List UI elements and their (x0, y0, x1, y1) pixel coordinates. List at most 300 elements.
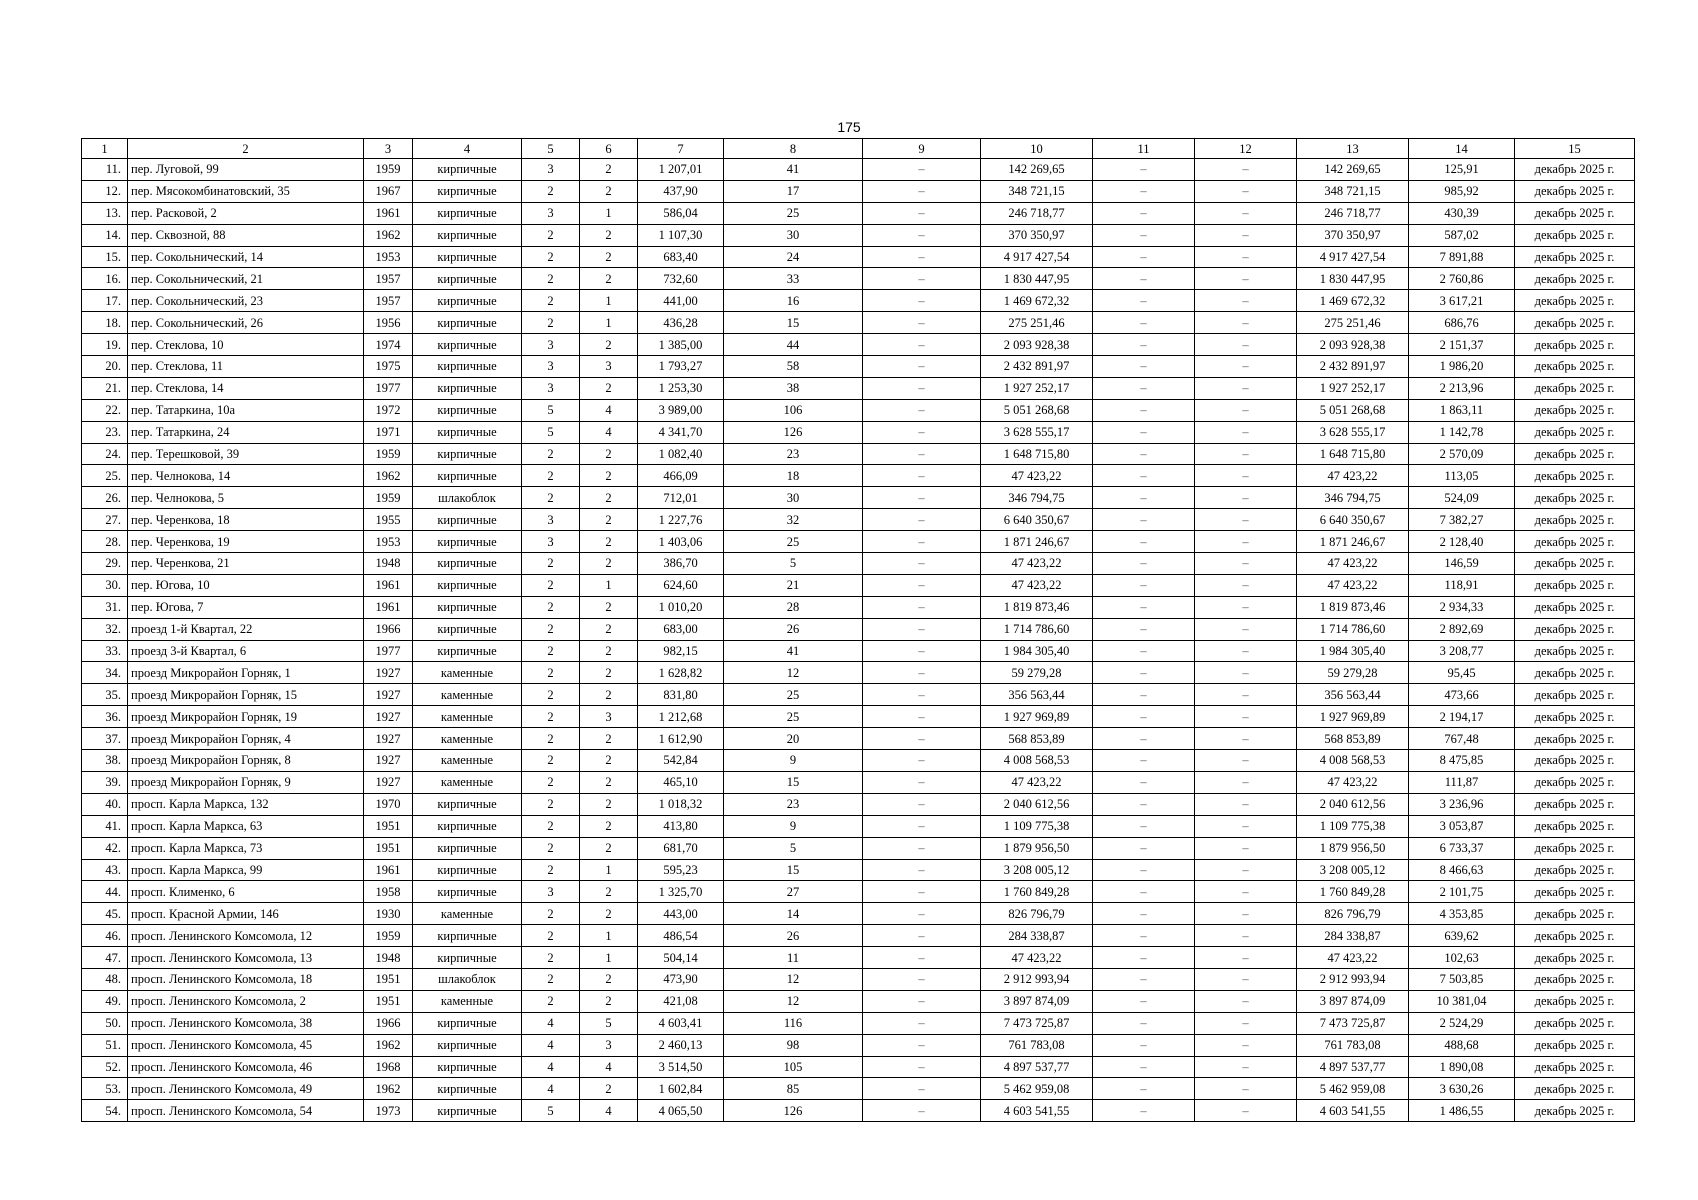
cell-address: пер. Татаркина, 10а (128, 399, 364, 421)
cell-area: 1 227,76 (638, 509, 724, 531)
cell-year-built: 1967 (364, 180, 413, 202)
cell-wall-material: кирпичные (413, 793, 522, 815)
column-header-12: 12 (1195, 139, 1297, 159)
column-header-13: 13 (1297, 139, 1409, 159)
cell-floors: 3 (522, 202, 580, 224)
cell-year-built: 1927 (364, 750, 413, 772)
cell-cost-per-sqm: 10 381,04 (1409, 990, 1515, 1012)
cell-floors: 2 (522, 246, 580, 268)
cell-address: проезд Микрорайон Горняк, 9 (128, 771, 364, 793)
cell-cost-total: 59 279,28 (981, 662, 1093, 684)
cell-cost-per-sqm: 3 053,87 (1409, 815, 1515, 837)
cell-cost-total: 826 796,79 (981, 903, 1093, 925)
cell-col-12: – (1195, 356, 1297, 378)
cell-wall-material: каменные (413, 684, 522, 706)
cell-residents: 16 (724, 290, 863, 312)
cell-wall-material: кирпичные (413, 268, 522, 290)
cell-wall-material: кирпичные (413, 947, 522, 969)
cell-cost-13: 1 648 715,80 (1297, 443, 1409, 465)
table-row (82, 268, 1635, 290)
table-row (82, 1100, 1635, 1122)
cell-cost-13: 370 350,97 (1297, 224, 1409, 246)
column-header-14: 14 (1409, 139, 1515, 159)
cell-row-number: 41. (82, 815, 128, 837)
cell-floors: 2 (522, 947, 580, 969)
cell-deadline: декабрь 2025 г. (1515, 750, 1635, 772)
column-header-6: 6 (580, 139, 638, 159)
cell-residents: 12 (724, 990, 863, 1012)
cell-floors: 2 (522, 618, 580, 640)
table-row (82, 968, 1635, 990)
cell-deadline: декабрь 2025 г. (1515, 421, 1635, 443)
cell-deadline: декабрь 2025 г. (1515, 180, 1635, 202)
cell-col-9: – (863, 618, 981, 640)
cell-cost-13: 47 423,22 (1297, 771, 1409, 793)
cell-cost-per-sqm: 488,68 (1409, 1034, 1515, 1056)
cell-residents: 21 (724, 574, 863, 596)
cell-year-built: 1961 (364, 859, 413, 881)
cell-col-11: – (1093, 487, 1195, 509)
cell-entrances: 1 (580, 290, 638, 312)
cell-residents: 9 (724, 815, 863, 837)
cell-cost-total: 246 718,77 (981, 202, 1093, 224)
cell-row-number: 33. (82, 640, 128, 662)
cell-entrances: 2 (580, 180, 638, 202)
cell-entrances: 2 (580, 596, 638, 618)
cell-col-9: – (863, 1056, 981, 1078)
table-row (82, 662, 1635, 684)
cell-floors: 4 (522, 1056, 580, 1078)
cell-year-built: 1948 (364, 553, 413, 575)
cell-entrances: 1 (580, 574, 638, 596)
cell-residents: 9 (724, 750, 863, 772)
cell-cost-per-sqm: 430,39 (1409, 202, 1515, 224)
cell-cost-total: 370 350,97 (981, 224, 1093, 246)
cell-floors: 2 (522, 290, 580, 312)
table-row (82, 815, 1635, 837)
cell-wall-material: кирпичные (413, 443, 522, 465)
column-header-2: 2 (128, 139, 364, 159)
table-row (82, 1012, 1635, 1034)
cell-year-built: 1961 (364, 596, 413, 618)
cell-entrances: 4 (580, 399, 638, 421)
housing-table (81, 138, 1635, 1122)
cell-row-number: 35. (82, 684, 128, 706)
table-header-row (82, 139, 1635, 159)
cell-address: пер. Стеклова, 14 (128, 377, 364, 399)
cell-deadline: декабрь 2025 г. (1515, 618, 1635, 640)
cell-residents: 58 (724, 356, 863, 378)
cell-col-12: – (1195, 509, 1297, 531)
cell-cost-13: 1 760 849,28 (1297, 881, 1409, 903)
cell-cost-total: 5 051 268,68 (981, 399, 1093, 421)
cell-floors: 5 (522, 399, 580, 421)
cell-year-built: 1953 (364, 531, 413, 553)
cell-cost-per-sqm: 1 142,78 (1409, 421, 1515, 443)
cell-area: 4 603,41 (638, 1012, 724, 1034)
cell-wall-material: кирпичные (413, 224, 522, 246)
cell-address: проезд Микрорайон Горняк, 15 (128, 684, 364, 706)
cell-row-number: 18. (82, 312, 128, 334)
cell-address: проезд 3-й Квартал, 6 (128, 640, 364, 662)
cell-cost-per-sqm: 95,45 (1409, 662, 1515, 684)
cell-entrances: 2 (580, 750, 638, 772)
cell-cost-total: 1 819 873,46 (981, 596, 1093, 618)
cell-col-9: – (863, 180, 981, 202)
cell-row-number: 12. (82, 180, 128, 202)
cell-cost-13: 1 927 969,89 (1297, 706, 1409, 728)
cell-cost-per-sqm: 146,59 (1409, 553, 1515, 575)
cell-cost-per-sqm: 2 892,69 (1409, 618, 1515, 640)
cell-col-11: – (1093, 224, 1195, 246)
cell-floors: 5 (522, 1100, 580, 1122)
cell-floors: 2 (522, 312, 580, 334)
cell-address: пер. Стеклова, 11 (128, 356, 364, 378)
cell-address: пер. Сокольнический, 23 (128, 290, 364, 312)
cell-deadline: декабрь 2025 г. (1515, 925, 1635, 947)
cell-cost-per-sqm: 686,76 (1409, 312, 1515, 334)
cell-wall-material: каменные (413, 750, 522, 772)
cell-address: просп. Карла Маркса, 99 (128, 859, 364, 881)
cell-row-number: 11. (82, 159, 128, 181)
cell-entrances: 2 (580, 268, 638, 290)
cell-col-12: – (1195, 771, 1297, 793)
cell-row-number: 17. (82, 290, 128, 312)
cell-address: пер. Сокольнический, 26 (128, 312, 364, 334)
cell-area: 681,70 (638, 837, 724, 859)
cell-year-built: 1951 (364, 990, 413, 1012)
cell-wall-material: кирпичные (413, 312, 522, 334)
cell-col-11: – (1093, 553, 1195, 575)
cell-cost-per-sqm: 524,09 (1409, 487, 1515, 509)
cell-col-12: – (1195, 881, 1297, 903)
cell-row-number: 28. (82, 531, 128, 553)
cell-floors: 3 (522, 334, 580, 356)
cell-col-9: – (863, 925, 981, 947)
cell-deadline: декабрь 2025 г. (1515, 859, 1635, 881)
cell-cost-total: 4 603 541,55 (981, 1100, 1093, 1122)
cell-col-9: – (863, 1078, 981, 1100)
cell-deadline: декабрь 2025 г. (1515, 312, 1635, 334)
cell-cost-total: 348 721,15 (981, 180, 1093, 202)
cell-cost-13: 348 721,15 (1297, 180, 1409, 202)
cell-wall-material: кирпичные (413, 159, 522, 181)
column-header-11: 11 (1093, 139, 1195, 159)
cell-col-12: – (1195, 990, 1297, 1012)
cell-floors: 5 (522, 421, 580, 443)
cell-cost-per-sqm: 1 486,55 (1409, 1100, 1515, 1122)
cell-cost-total: 275 251,46 (981, 312, 1093, 334)
cell-address: просп. Карла Маркса, 73 (128, 837, 364, 859)
cell-cost-total: 142 269,65 (981, 159, 1093, 181)
cell-wall-material: кирпичные (413, 596, 522, 618)
cell-cost-13: 2 093 928,38 (1297, 334, 1409, 356)
cell-cost-13: 1 830 447,95 (1297, 268, 1409, 290)
cell-col-9: – (863, 399, 981, 421)
cell-col-9: – (863, 224, 981, 246)
cell-wall-material: каменные (413, 728, 522, 750)
cell-col-12: – (1195, 399, 1297, 421)
cell-col-12: – (1195, 180, 1297, 202)
cell-area: 1 325,70 (638, 881, 724, 903)
cell-address: проезд Микрорайон Горняк, 4 (128, 728, 364, 750)
cell-cost-total: 5 462 959,08 (981, 1078, 1093, 1100)
cell-cost-13: 4 008 568,53 (1297, 750, 1409, 772)
cell-deadline: декабрь 2025 г. (1515, 509, 1635, 531)
table-row (82, 837, 1635, 859)
cell-deadline: декабрь 2025 г. (1515, 815, 1635, 837)
cell-col-11: – (1093, 1034, 1195, 1056)
cell-row-number: 45. (82, 903, 128, 925)
cell-cost-total: 1 109 775,38 (981, 815, 1093, 837)
cell-floors: 2 (522, 771, 580, 793)
cell-row-number: 14. (82, 224, 128, 246)
column-header-4: 4 (413, 139, 522, 159)
cell-row-number: 48. (82, 968, 128, 990)
cell-floors: 3 (522, 881, 580, 903)
cell-col-11: – (1093, 1012, 1195, 1034)
cell-col-9: – (863, 1034, 981, 1056)
cell-deadline: декабрь 2025 г. (1515, 1056, 1635, 1078)
cell-cost-total: 284 338,87 (981, 925, 1093, 947)
cell-address: пер. Челнокова, 14 (128, 465, 364, 487)
cell-floors: 2 (522, 859, 580, 881)
cell-col-9: – (863, 574, 981, 596)
cell-floors: 3 (522, 356, 580, 378)
cell-entrances: 2 (580, 1078, 638, 1100)
cell-cost-total: 1 648 715,80 (981, 443, 1093, 465)
cell-cost-total: 1 984 305,40 (981, 640, 1093, 662)
table-row (82, 312, 1635, 334)
cell-cost-total: 1 879 956,50 (981, 837, 1093, 859)
cell-row-number: 38. (82, 750, 128, 772)
cell-deadline: декабрь 2025 г. (1515, 290, 1635, 312)
cell-residents: 98 (724, 1034, 863, 1056)
cell-deadline: декабрь 2025 г. (1515, 334, 1635, 356)
cell-floors: 2 (522, 706, 580, 728)
cell-deadline: декабрь 2025 г. (1515, 640, 1635, 662)
cell-residents: 15 (724, 312, 863, 334)
cell-year-built: 1927 (364, 706, 413, 728)
cell-cost-per-sqm: 767,48 (1409, 728, 1515, 750)
cell-row-number: 51. (82, 1034, 128, 1056)
cell-col-11: – (1093, 793, 1195, 815)
cell-cost-13: 3 208 005,12 (1297, 859, 1409, 881)
cell-entrances: 2 (580, 246, 638, 268)
cell-area: 1 612,90 (638, 728, 724, 750)
cell-area: 1 602,84 (638, 1078, 724, 1100)
cell-wall-material: каменные (413, 990, 522, 1012)
cell-year-built: 1958 (364, 881, 413, 903)
cell-col-9: – (863, 793, 981, 815)
cell-address: просп. Ленинского Комсомола, 2 (128, 990, 364, 1012)
cell-residents: 25 (724, 706, 863, 728)
cell-row-number: 30. (82, 574, 128, 596)
cell-address: пер. Югова, 7 (128, 596, 364, 618)
cell-col-12: – (1195, 202, 1297, 224)
cell-wall-material: кирпичные (413, 290, 522, 312)
cell-residents: 33 (724, 268, 863, 290)
cell-cost-per-sqm: 7 382,27 (1409, 509, 1515, 531)
cell-cost-13: 346 794,75 (1297, 487, 1409, 509)
cell-deadline: декабрь 2025 г. (1515, 443, 1635, 465)
cell-residents: 12 (724, 968, 863, 990)
cell-wall-material: кирпичные (413, 399, 522, 421)
cell-cost-per-sqm: 6 733,37 (1409, 837, 1515, 859)
cell-row-number: 53. (82, 1078, 128, 1100)
cell-cost-13: 2 040 612,56 (1297, 793, 1409, 815)
cell-deadline: декабрь 2025 г. (1515, 202, 1635, 224)
cell-area: 1 082,40 (638, 443, 724, 465)
cell-cost-13: 2 432 891,97 (1297, 356, 1409, 378)
cell-area: 1 253,30 (638, 377, 724, 399)
cell-residents: 5 (724, 837, 863, 859)
cell-col-12: – (1195, 443, 1297, 465)
table-row (82, 990, 1635, 1012)
cell-row-number: 40. (82, 793, 128, 815)
cell-year-built: 1959 (364, 925, 413, 947)
cell-residents: 28 (724, 596, 863, 618)
table-row (82, 1056, 1635, 1078)
cell-col-9: – (863, 771, 981, 793)
cell-cost-total: 47 423,22 (981, 465, 1093, 487)
cell-deadline: декабрь 2025 г. (1515, 159, 1635, 181)
cell-row-number: 37. (82, 728, 128, 750)
cell-col-11: – (1093, 990, 1195, 1012)
cell-col-12: – (1195, 793, 1297, 815)
cell-year-built: 1977 (364, 640, 413, 662)
table-row (82, 531, 1635, 553)
cell-cost-per-sqm: 1 863,11 (1409, 399, 1515, 421)
cell-floors: 2 (522, 574, 580, 596)
cell-col-12: – (1195, 947, 1297, 969)
cell-col-11: – (1093, 684, 1195, 706)
cell-cost-per-sqm: 985,92 (1409, 180, 1515, 202)
cell-wall-material: кирпичные (413, 1034, 522, 1056)
cell-area: 1 207,01 (638, 159, 724, 181)
cell-row-number: 49. (82, 990, 128, 1012)
cell-col-12: – (1195, 1034, 1297, 1056)
cell-area: 1 212,68 (638, 706, 724, 728)
cell-col-9: – (863, 903, 981, 925)
cell-col-11: – (1093, 290, 1195, 312)
cell-deadline: декабрь 2025 г. (1515, 487, 1635, 509)
cell-address: просп. Ленинского Комсомола, 13 (128, 947, 364, 969)
cell-cost-total: 356 563,44 (981, 684, 1093, 706)
cell-cost-per-sqm: 3 208,77 (1409, 640, 1515, 662)
table-row (82, 596, 1635, 618)
cell-col-9: – (863, 487, 981, 509)
cell-col-12: – (1195, 1056, 1297, 1078)
cell-area: 683,00 (638, 618, 724, 640)
cell-address: пер. Черенкова, 21 (128, 553, 364, 575)
cell-cost-per-sqm: 1 890,08 (1409, 1056, 1515, 1078)
table-row (82, 443, 1635, 465)
cell-residents: 25 (724, 684, 863, 706)
cell-wall-material: кирпичные (413, 202, 522, 224)
cell-col-9: – (863, 596, 981, 618)
cell-entrances: 2 (580, 837, 638, 859)
cell-cost-per-sqm: 2 570,09 (1409, 443, 1515, 465)
cell-col-9: – (863, 750, 981, 772)
cell-entrances: 2 (580, 815, 638, 837)
cell-wall-material: кирпичные (413, 881, 522, 903)
cell-wall-material: кирпичные (413, 640, 522, 662)
table-row (82, 509, 1635, 531)
cell-col-11: – (1093, 1078, 1195, 1100)
cell-cost-total: 47 423,22 (981, 947, 1093, 969)
cell-year-built: 1962 (364, 465, 413, 487)
cell-address: проезд Микрорайон Горняк, 1 (128, 662, 364, 684)
cell-col-12: – (1195, 859, 1297, 881)
cell-cost-total: 1 469 672,32 (981, 290, 1093, 312)
cell-cost-per-sqm: 3 236,96 (1409, 793, 1515, 815)
cell-entrances: 1 (580, 947, 638, 969)
cell-entrances: 3 (580, 356, 638, 378)
cell-col-11: – (1093, 421, 1195, 443)
cell-floors: 2 (522, 662, 580, 684)
table-row (82, 202, 1635, 224)
cell-year-built: 1975 (364, 356, 413, 378)
cell-wall-material: кирпичные (413, 531, 522, 553)
cell-area: 831,80 (638, 684, 724, 706)
cell-col-9: – (863, 837, 981, 859)
cell-address: пер. Сквозной, 88 (128, 224, 364, 246)
cell-deadline: декабрь 2025 г. (1515, 968, 1635, 990)
cell-cost-per-sqm: 4 353,85 (1409, 903, 1515, 925)
cell-entrances: 5 (580, 1012, 638, 1034)
cell-cost-total: 7 473 725,87 (981, 1012, 1093, 1034)
cell-col-11: – (1093, 706, 1195, 728)
cell-area: 4 341,70 (638, 421, 724, 443)
cell-cost-13: 1 927 252,17 (1297, 377, 1409, 399)
cell-col-12: – (1195, 159, 1297, 181)
table-row (82, 159, 1635, 181)
cell-col-11: – (1093, 640, 1195, 662)
table-row (82, 947, 1635, 969)
cell-cost-total: 568 853,89 (981, 728, 1093, 750)
cell-floors: 2 (522, 815, 580, 837)
cell-cost-13: 47 423,22 (1297, 465, 1409, 487)
cell-address: просп. Ленинского Комсомола, 46 (128, 1056, 364, 1078)
cell-cost-total: 2 040 612,56 (981, 793, 1093, 815)
cell-row-number: 23. (82, 421, 128, 443)
cell-col-12: – (1195, 903, 1297, 925)
cell-col-12: – (1195, 1012, 1297, 1034)
cell-cost-13: 7 473 725,87 (1297, 1012, 1409, 1034)
cell-area: 441,00 (638, 290, 724, 312)
cell-address: пер. Сокольнический, 21 (128, 268, 364, 290)
cell-wall-material: кирпичные (413, 1078, 522, 1100)
cell-col-12: – (1195, 815, 1297, 837)
cell-area: 732,60 (638, 268, 724, 290)
table-row (82, 1078, 1635, 1100)
cell-cost-total: 4 917 427,54 (981, 246, 1093, 268)
column-header-1: 1 (82, 139, 128, 159)
cell-residents: 85 (724, 1078, 863, 1100)
cell-address: пер. Терешковой, 39 (128, 443, 364, 465)
cell-address: пер. Челнокова, 5 (128, 487, 364, 509)
cell-deadline: декабрь 2025 г. (1515, 684, 1635, 706)
cell-col-11: – (1093, 1056, 1195, 1078)
table-row (82, 487, 1635, 509)
cell-entrances: 1 (580, 202, 638, 224)
cell-col-11: – (1093, 443, 1195, 465)
cell-residents: 5 (724, 553, 863, 575)
cell-entrances: 2 (580, 159, 638, 181)
cell-address: просп. Ленинского Комсомола, 38 (128, 1012, 364, 1034)
cell-address: пер. Мясокомбинатовский, 35 (128, 180, 364, 202)
